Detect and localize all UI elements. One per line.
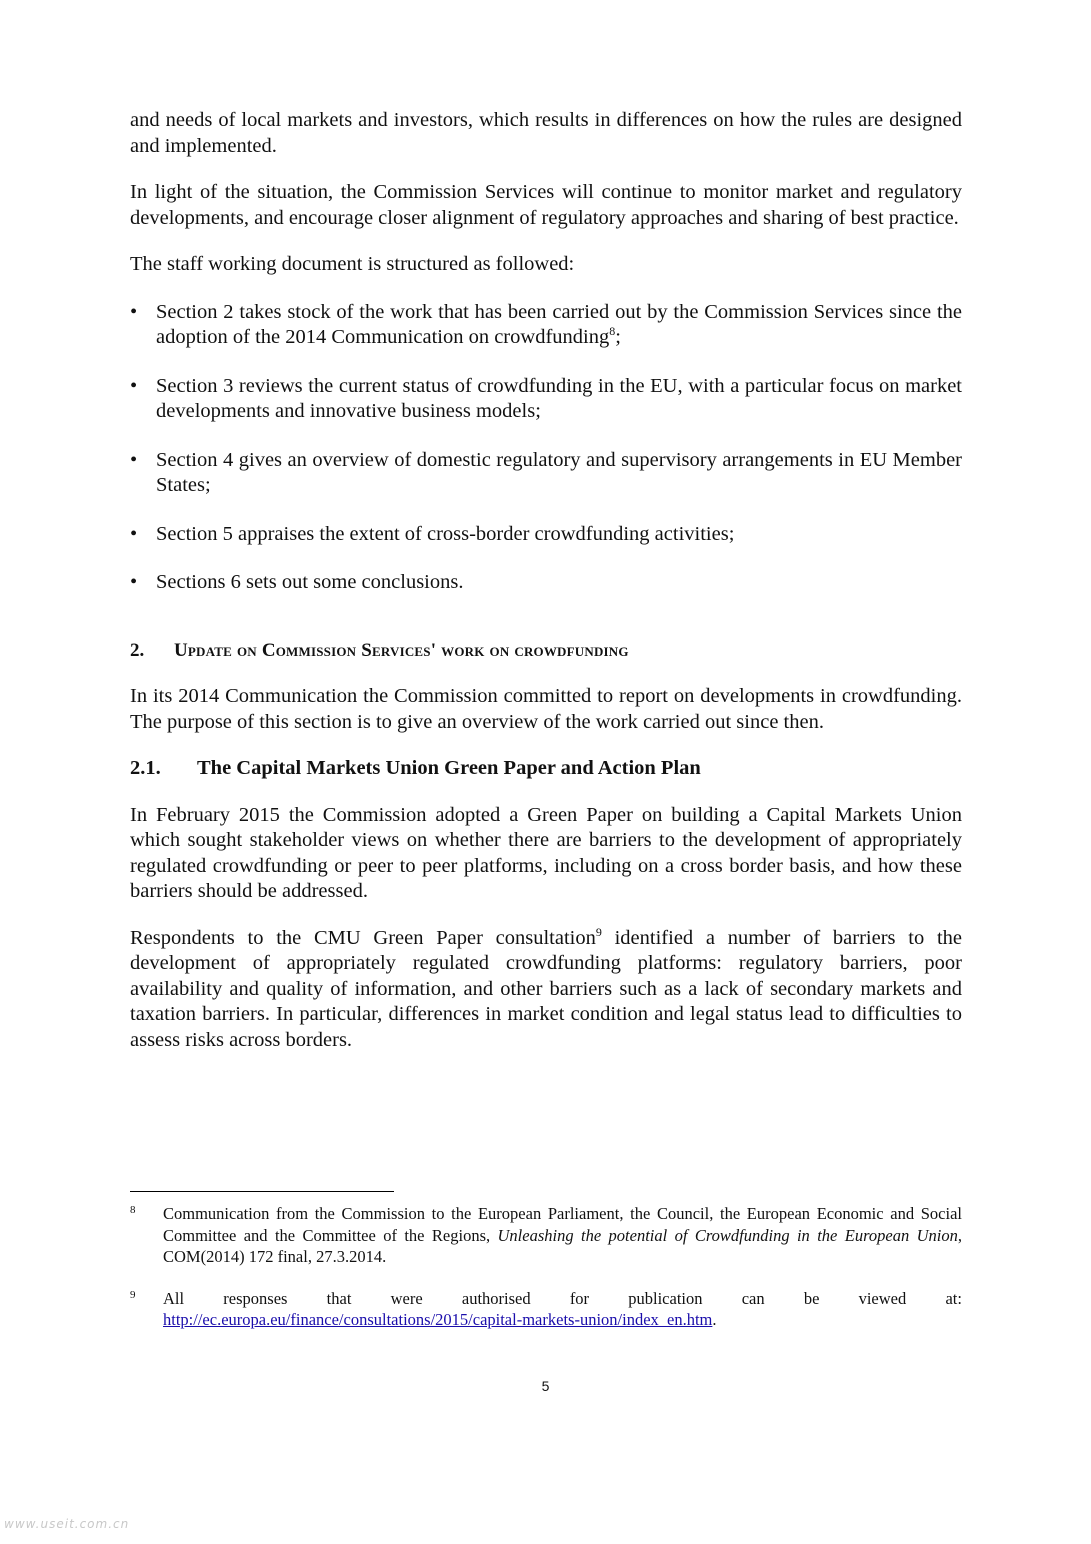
page-number: 5: [541, 1378, 550, 1394]
footnote-text: [163, 1288, 962, 1331]
footnote-word: be: [803, 1288, 820, 1308]
list-item: [130, 374, 962, 425]
section-number: 2.: [130, 639, 145, 661]
list-item-text: Section 5 appraises the extent of cross-border crowdfunding activities;: [156, 522, 735, 545]
section-paragraph: In its 2014 Communication the Commission committed to report on developments in crowdfunding. The purpose of this section is to give an overview of the work carried out since then.: [130, 685, 962, 733]
footnote-text-part: Communication from the Commission to the European Parliament, the Council, the European Economic and Social Committee and the Committee of the Regions,: [163, 1204, 962, 1245]
footnote-text: [163, 1203, 962, 1268]
list-item: [130, 570, 962, 596]
footnote-italic-title: Unleashing the potential of Crowdfunding in the European Union: [497, 1225, 958, 1245]
footnote-text-part: , COM(2014) 172 final, 27.3.2014.: [163, 1225, 962, 1266]
footnote-word: publication: [628, 1288, 703, 1308]
section-heading: [130, 638, 962, 664]
subsection-heading: [130, 756, 962, 782]
intro-paragraph-2: In light of the situation, the Commission Services will continue to monitor market and regulatory developments, and encourage closer alignment of regulatory approaches and sharing of best practice.: [130, 181, 962, 229]
footnote-word: were: [390, 1288, 423, 1308]
list-item-text: Sections 6 sets out some conclusions.: [156, 571, 464, 593]
footnote-word: authorised: [461, 1288, 531, 1308]
footnote-word: for: [569, 1288, 590, 1308]
bullet-icon: •: [130, 522, 138, 545]
list-item-text: Section 2 takes stock of the work that has been carried out by the Commission Services since the adoption of the 2014 Communication on crowdfunding: [156, 300, 962, 348]
footnote-number: 8: [130, 1204, 136, 1216]
paragraph-text: identified a number of barriers to the development of appropriately regulated crowdfunding platforms: regulatory barriers, poor availability and quality of information, and other barriers such as a lack of secondary markets and taxation barriers. In particular, differences in market condition and legal status lead to difficulties to assess risks across borders.: [130, 926, 962, 1051]
bullet-icon: •: [130, 374, 138, 397]
paragraph-text: Respondents to the CMU Green Paper consultation: [130, 926, 596, 949]
structure-list: [130, 300, 962, 596]
list-item: [130, 522, 962, 548]
list-item-tail: ;: [615, 326, 621, 348]
footnote-word: at:: [945, 1288, 962, 1308]
bullet-icon: •: [130, 448, 138, 471]
footnote-word: viewed: [858, 1288, 907, 1308]
footnote-8: [130, 1203, 962, 1268]
intro-paragraph-3: The staff working document is structured as followed:: [130, 253, 575, 275]
footnote-first-line: [163, 1288, 962, 1310]
footnote-word: can: [741, 1288, 765, 1308]
list-item: [130, 300, 962, 351]
subsection-paragraph-2: [130, 926, 962, 1054]
footnotes: [130, 1203, 962, 1331]
subsection-title: The Capital Markets Union Green Paper and Action Plan: [197, 757, 701, 779]
bullet-icon: •: [130, 300, 138, 323]
footnote-ref-8[interactable]: 8: [609, 324, 616, 339]
list-item: [130, 448, 962, 499]
footnote-word: All: [163, 1288, 185, 1308]
footnote-text-part: .: [712, 1310, 717, 1329]
footnote-divider: [130, 1191, 394, 1192]
footnote-word: responses: [223, 1288, 288, 1308]
subsection-number: 2.1.: [130, 757, 161, 779]
list-item-text: Section 3 reviews the current status of crowdfunding in the EU, with a particular focus on market developments and innovative business models;: [156, 374, 962, 422]
subsection-paragraph-1: In February 2015 the Commission adopted a Green Paper on building a Capital Markets Union which sought stakeholder views on whether there are barriers to the development of appropriately regulated crowdfunding or peer to peer platforms, including on a cross border basis, and how these barriers should be addressed.: [130, 803, 962, 902]
document-body: [130, 108, 962, 1053]
footnote-word: that: [326, 1288, 352, 1308]
watermark: www.useit.com.cn: [4, 1517, 130, 1531]
consultation-link[interactable]: http://ec.europa.eu/finance/consultations/2015/capital-markets-union/index_en.htm: [163, 1310, 713, 1329]
list-item-text: Section 4 gives an overview of domestic regulatory and supervisory arrangements in EU Member States;: [156, 448, 962, 496]
footnote-9: [130, 1288, 962, 1331]
intro-paragraph-1: and needs of local markets and investors, which results in differences on how the rules are designed and implemented.: [130, 109, 962, 157]
bullet-icon: •: [130, 571, 138, 593]
section-title: Update on Commission Services' work on crowdfunding: [174, 639, 629, 661]
footnote-number: 9: [130, 1288, 136, 1301]
footnote-ref-9[interactable]: 9: [595, 924, 602, 939]
